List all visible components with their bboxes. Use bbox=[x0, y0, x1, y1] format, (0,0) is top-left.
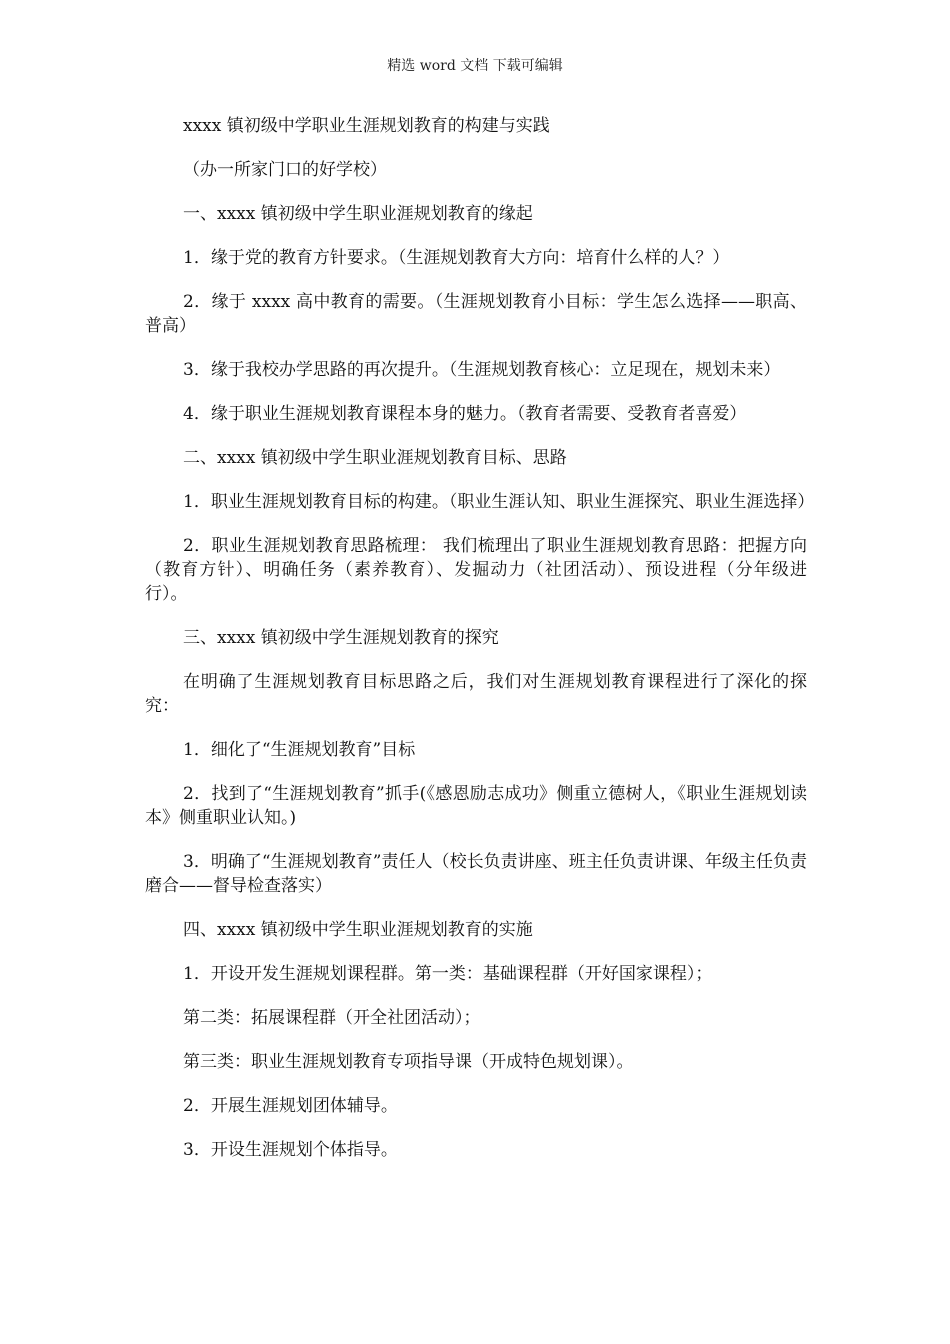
paragraph: 1．开设开发生涯规划课程群。第一类：基础课程群（开好国家课程）； bbox=[183, 964, 713, 984]
paragraph: 第二类：拓展课程群（开全社团活动）； bbox=[183, 1008, 481, 1028]
section-heading-3: 三、xxxx 镇初级中学生涯规划教育的探究 bbox=[183, 628, 499, 648]
section-heading-1: 一、xxxx 镇初级中学生职业涯规划教育的缘起 bbox=[183, 204, 533, 224]
paragraph: 2．开展生涯规划团体辅导。 bbox=[183, 1096, 398, 1116]
paragraph: 在明确了生涯规划教育目标思路之后，我们对生涯规划教育课程进行了深化的探究： bbox=[145, 672, 807, 716]
paragraph: 2．缘于 xxxx 高中教育的需要。（生涯规划教育小目标：学生怎么选择——职高、普高） bbox=[145, 292, 807, 336]
document-body bbox=[145, 114, 815, 1182]
paragraph: 2．找到了“生涯规划教育”抓手(《感恩励志成功》侧重立德树人，《职业生涯规划读本》侧重职业认知。) bbox=[145, 784, 807, 828]
section-heading-2: 二、xxxx 镇初级中学生职业涯规划教育目标、思路 bbox=[183, 448, 567, 468]
document-title: xxxx 镇初级中学职业生涯规划教育的构建与实践 bbox=[183, 116, 550, 136]
paragraph: 1．细化了“生涯规划教育”目标 bbox=[183, 740, 416, 760]
page-header: 精选 word 文档 下载可编辑 bbox=[387, 58, 563, 74]
paragraph: 1．缘于党的教育方针要求。（生涯规划教育大方向：培育什么样的人？） bbox=[183, 248, 730, 268]
paragraph: 3．开设生涯规划个体指导。 bbox=[183, 1140, 398, 1160]
paragraph: 3．缘于我校办学思路的再次提升。（生涯规划教育核心：立足现在，规划未来） bbox=[183, 360, 781, 380]
paragraph: 第三类：职业生涯规划教育专项指导课（开成特色规划课）。 bbox=[183, 1052, 634, 1072]
document-subtitle: （办一所家门口的好学校） bbox=[183, 160, 387, 180]
paragraph: 4．缘于职业生涯规划教育课程本身的魅力。（教育者需要、受教育者喜爱） bbox=[183, 404, 747, 424]
paragraph: 1．职业生涯规划教育目标的构建。（职业生涯认知、职业生涯探究、职业生涯选择） bbox=[183, 492, 815, 512]
paragraph: 2．职业生涯规划教育思路梳理： 我们梳理出了职业生涯规划教育思路：把握方向（教育方针）、明确任务（素养教育）、发掘动力（社团活动）、预设进程（分年级进行）。 bbox=[145, 536, 807, 604]
paragraph: 3．明确了“生涯规划教育”责任人（校长负责讲座、班主任负责讲课、年级主任负责磨合——督导检查落实） bbox=[145, 852, 807, 896]
section-heading-4: 四、xxxx 镇初级中学生职业涯规划教育的实施 bbox=[183, 920, 533, 940]
